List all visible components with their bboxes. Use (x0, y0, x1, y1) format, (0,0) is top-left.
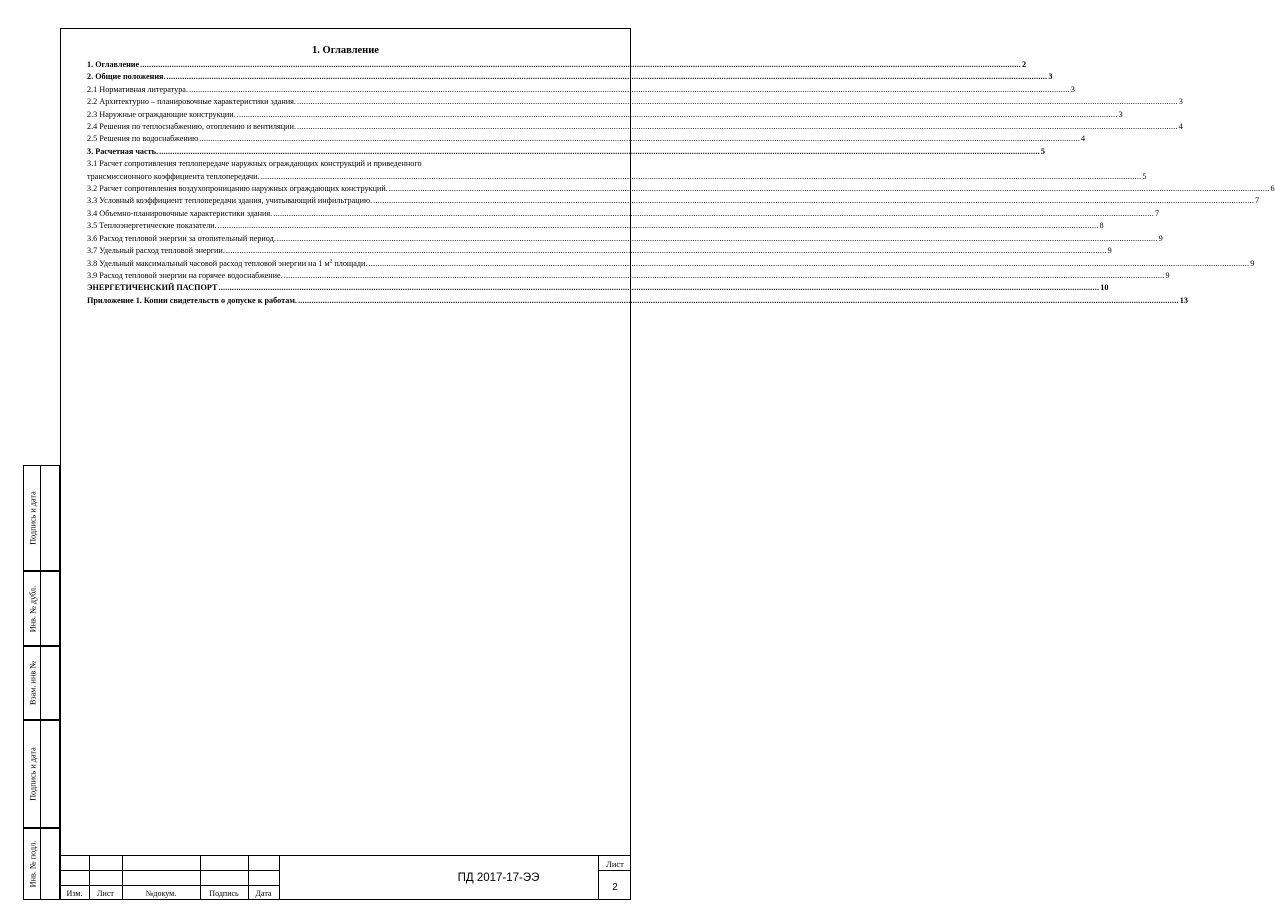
col-podpis: Подпись (209, 889, 239, 898)
side-stamp-sign-date-top (23, 465, 60, 571)
page-title: 1. Оглавление (312, 45, 379, 56)
toc-page-number: 8 (1099, 221, 1104, 231)
toc-page-number: 4 (1178, 122, 1183, 132)
toc-entry-text: 2.2 Архитектурно – планировочные характеристики здания. (87, 97, 296, 107)
toc-page-number: 6 (1270, 184, 1275, 194)
toc-leader-dots (140, 59, 1021, 71)
toc-entry-text: 3.2 Расчет сопротивления воздухопроницанию наружных ограждающих конструкций. (87, 184, 388, 194)
toc-page-number: 13 (1179, 295, 1188, 305)
toc-leader-dots (284, 270, 1165, 282)
toc-page-number: 9 (1158, 233, 1163, 243)
toc-leader-dots (226, 245, 1107, 257)
toc-entry[interactable] (87, 245, 1112, 257)
toc-page-number: 7 (1254, 196, 1260, 206)
toc-page-number: 7 (1154, 208, 1160, 218)
toc-page-number: 9 (1165, 270, 1170, 280)
toc-leader-dots (159, 146, 1040, 158)
toc-entry[interactable] (87, 233, 1163, 245)
side-label: Подпись и дата (28, 747, 38, 801)
toc-leader-dots (261, 171, 1142, 183)
toc-entry-text: 2.1 Нормативная литература. (87, 84, 188, 94)
toc-entry-text: 3.6 Расход тепловой энергии за отопительный период. (87, 233, 276, 243)
side-stamp-sign-date (23, 720, 60, 828)
toc-entry-text: 2.4 Решения по теплоснабжению, отоплению и вентиляции. (87, 122, 296, 132)
toc-entry-text: 3.9 Расход тепловой энергии на горячее водоснабжение. (87, 270, 283, 280)
toc-entry[interactable] (87, 171, 1147, 183)
toc-entry-text: 3.8 Удельный максимальный часовой расход тепловой энергии на 1 $м^2$ площади. (87, 257, 368, 268)
toc-leader-dots (298, 295, 1179, 307)
toc-entry-text: 3.4 Объемно-планировочные характеристики здания. (87, 208, 273, 218)
toc-entry-text: 3.1 Расчет сопротивления теплопередаче наружных ограждающих конструкций и приведенного (87, 159, 422, 169)
toc-page-number: 5 (1142, 171, 1147, 181)
toc-page-number: 9 (1250, 258, 1255, 268)
toc-page-number: 3 (1048, 72, 1053, 82)
table-of-contents (87, 59, 1275, 307)
toc-entry-text: Приложение 1. Копии свидетельств о допуске к работам. (87, 295, 297, 305)
toc-entry-text: ЭНЕРГЕТИЧЕНСКИЙ ПАСПОРТ (87, 283, 218, 293)
toc-page-number: 3 (1118, 109, 1123, 119)
side-stamp-vzam-inv (23, 646, 60, 720)
toc-entry-text: 3.5 Теплоэнергетические показатели. (87, 221, 217, 231)
toc-leader-dots (277, 233, 1158, 245)
toc-entry[interactable] (87, 59, 1027, 71)
sheet-label: Лист (606, 859, 624, 869)
toc-entry-text: 1. Оглавление (87, 60, 140, 69)
toc-entry-text: 3. Расчетная часть. (87, 146, 159, 156)
toc-leader-dots (167, 71, 1048, 83)
toc-leader-dots (218, 282, 1099, 294)
toc-leader-dots (368, 258, 1249, 270)
toc-entry[interactable] (87, 270, 1170, 282)
col-data: Дата (255, 889, 272, 898)
toc-entry[interactable] (87, 295, 1188, 307)
toc-leader-dots (297, 96, 1178, 108)
toc-entry-text: 3.3 Условный коэффициент теплопередачи здания, учитывающий инфильтрацию. (87, 196, 373, 206)
side-stamp-inv-podl (23, 828, 60, 900)
toc-entry[interactable] (87, 257, 1255, 270)
toc-leader-dots (218, 220, 1099, 232)
toc-entry[interactable] (87, 220, 1104, 232)
toc-leader-dots (237, 109, 1118, 121)
sheet-number: 2 (612, 882, 618, 893)
toc-page-number: 10 (1100, 283, 1109, 293)
title-block (60, 855, 631, 900)
document-code: ПД 2017-17-ЭЭ (457, 872, 540, 884)
col-list: Лист (97, 889, 114, 898)
toc-entry[interactable] (87, 146, 1045, 158)
side-label: Взам. инв № (28, 660, 38, 706)
toc-leader-dots (389, 183, 1270, 195)
col-ndokum: №докум. (145, 889, 177, 898)
toc-page-number: 9 (1107, 246, 1112, 256)
toc-entry-text: 2.3 Наружные ограждающие конструкции. (87, 109, 236, 119)
toc-entry[interactable] (87, 71, 1053, 83)
toc-entry[interactable] (87, 84, 1075, 96)
toc-page-number: 3 (1070, 84, 1075, 94)
side-label: Инв. № подл. (28, 840, 38, 888)
toc-entry-text: 3.7 Удельный расход тепловой энергии. (87, 246, 225, 256)
toc-entry[interactable] (87, 96, 1183, 108)
toc-page-number: 2 (1021, 60, 1027, 69)
toc-entry[interactable] (87, 121, 1183, 133)
toc-entry[interactable] (87, 195, 1260, 207)
toc-entry[interactable] (87, 282, 1109, 294)
toc-leader-dots (199, 133, 1080, 145)
toc-page-number: 4 (1080, 134, 1086, 144)
col-izm: Изм. (66, 889, 83, 898)
toc-leader-dots (189, 84, 1070, 96)
toc-entry-text: трансмиссионного коэффициента теплопередачи. (87, 171, 260, 181)
toc-entry[interactable] (87, 183, 1275, 195)
toc-page-number: 5 (1040, 146, 1045, 156)
toc-page-number: 3 (1178, 97, 1183, 107)
toc-leader-dots (273, 208, 1154, 220)
side-label: Инв. № дубл. (28, 585, 38, 632)
toc-entry[interactable] (87, 133, 1086, 145)
toc-leader-dots (297, 121, 1178, 133)
toc-leader-dots (373, 195, 1254, 207)
side-label: Подпись и дата (28, 491, 38, 545)
toc-entry-text: 2. Общие положения. (87, 72, 166, 82)
toc-entry-text: 2.5 Решения по водоснабжению (87, 134, 199, 144)
toc-entry[interactable] (87, 208, 1160, 220)
toc-entry[interactable] (87, 109, 1123, 121)
